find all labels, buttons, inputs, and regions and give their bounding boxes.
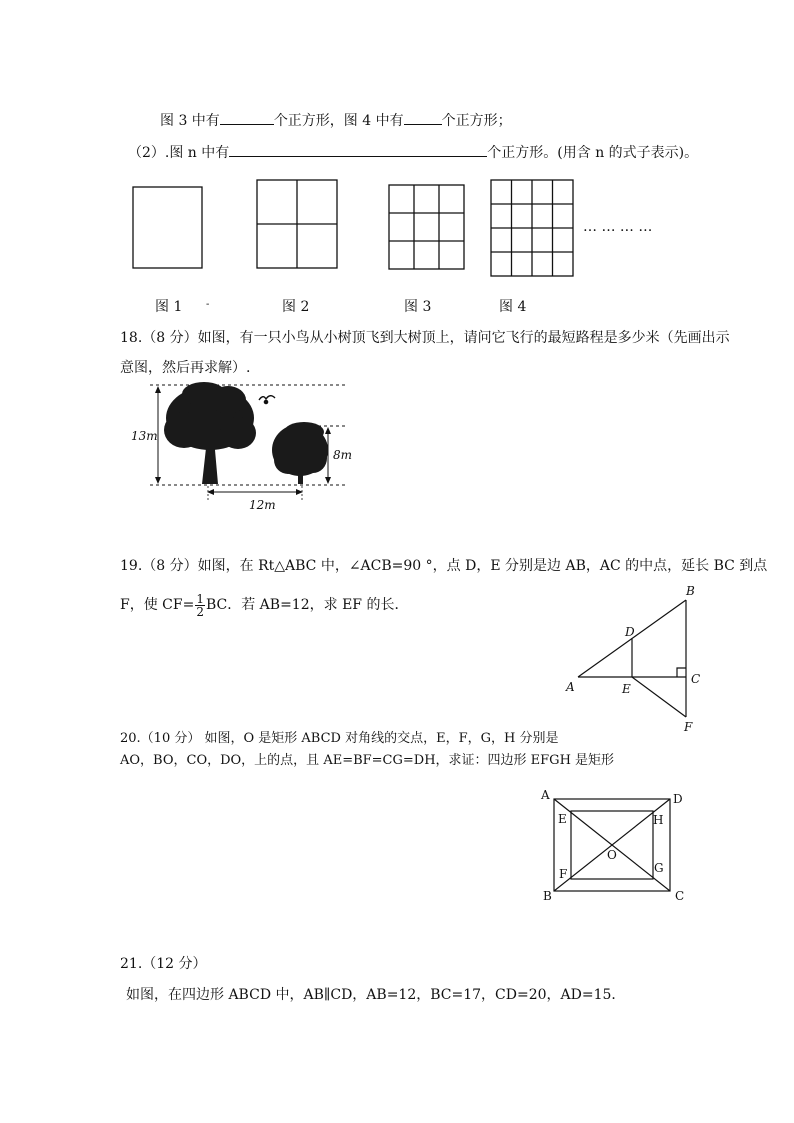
point-F-label: F [559,867,568,881]
fig-label-4: 图 4 [499,299,527,315]
figure-4 [491,180,573,276]
answer-blank-fig4[interactable] [404,110,442,125]
fig-label-2: 图 2 [282,299,310,315]
point-C-label: C [691,672,701,686]
label-12m: 12m [249,498,276,512]
figure-1 [133,187,202,268]
q20-line1: 20.（10 分） 如图，O 是矩形 ABCD 对角线的交点，E，F，G，H 分别是 [120,731,559,746]
ellipsis: … … … … [583,219,653,235]
point-G-label: G [654,861,664,875]
point-B-label: B [543,889,552,903]
q18-trees-figure [120,378,360,513]
point-O-label: O [607,848,617,862]
big-tree [164,382,256,484]
point-H-label: H [653,813,664,827]
label-8m: 8m [333,448,353,462]
answer-blank-fign[interactable] [229,142,487,157]
point-F-label: F [684,720,693,734]
q18-line1: 18.（8 分）如图，有一只小鸟从小树顶飞到大树顶上，请问它飞行的最短路程是多少米（先画出示 [120,330,730,346]
q19-triangle-figure [560,580,720,740]
fig-label-1: 图 1 [155,299,183,315]
figure-2 [257,180,337,268]
fraction-one-half: $\frac{1}{2}$ [196,591,204,619]
q21-line1: 21.（12 分） [120,956,207,972]
point-E-label: E [622,682,631,696]
bird-icon [259,396,275,404]
q20-line2: AO，BO，CO，DO，上的点，且 AE=BF=CG=DH，求证：四边形 EFGH 是矩形 [120,753,615,768]
point-C-label: C [675,889,685,903]
q21-line2: 如图，在四边形 ABCD 中，AB∥CD，AB=12，BC=17，CD=20，AD=15． [126,987,626,1003]
fig-label-3: 图 3 [404,299,432,315]
q20-rectangle-figure [530,782,700,907]
small-tree [272,422,328,484]
q17-line1: 图 3 中有 个正方形，图 4 中有 个正方形； [160,110,512,130]
figure-3 [389,185,464,269]
point-A-label: A [541,788,550,802]
point-B-label: B [686,584,695,598]
q17-figures [0,170,794,320]
q17-line2: （2）.图 n 中有 个正方形。(用含 n 的式子表示)。 [128,142,698,162]
q18-line2: 意图，然后再求解）. [120,360,251,376]
point-A-label: A [566,680,575,694]
fig-label-dash: - [206,299,210,310]
q19-line2: F，使 CF= $\frac{1}{2}$ BC．若 AB=12，求 EF 的长． [120,591,409,619]
point-E-label: E [558,812,567,826]
label-13m: 13m [131,429,158,443]
answer-blank-fig3[interactable] [220,110,274,125]
point-D-label: D [625,625,635,639]
point-D-label: D [673,792,683,806]
q19-line1: 19.（8 分）如图，在 Rt△ABC 中，∠ACB=90 °，点 D，E 分别是边 AB，AC 的中点，延长 BC 到点 [120,558,768,574]
